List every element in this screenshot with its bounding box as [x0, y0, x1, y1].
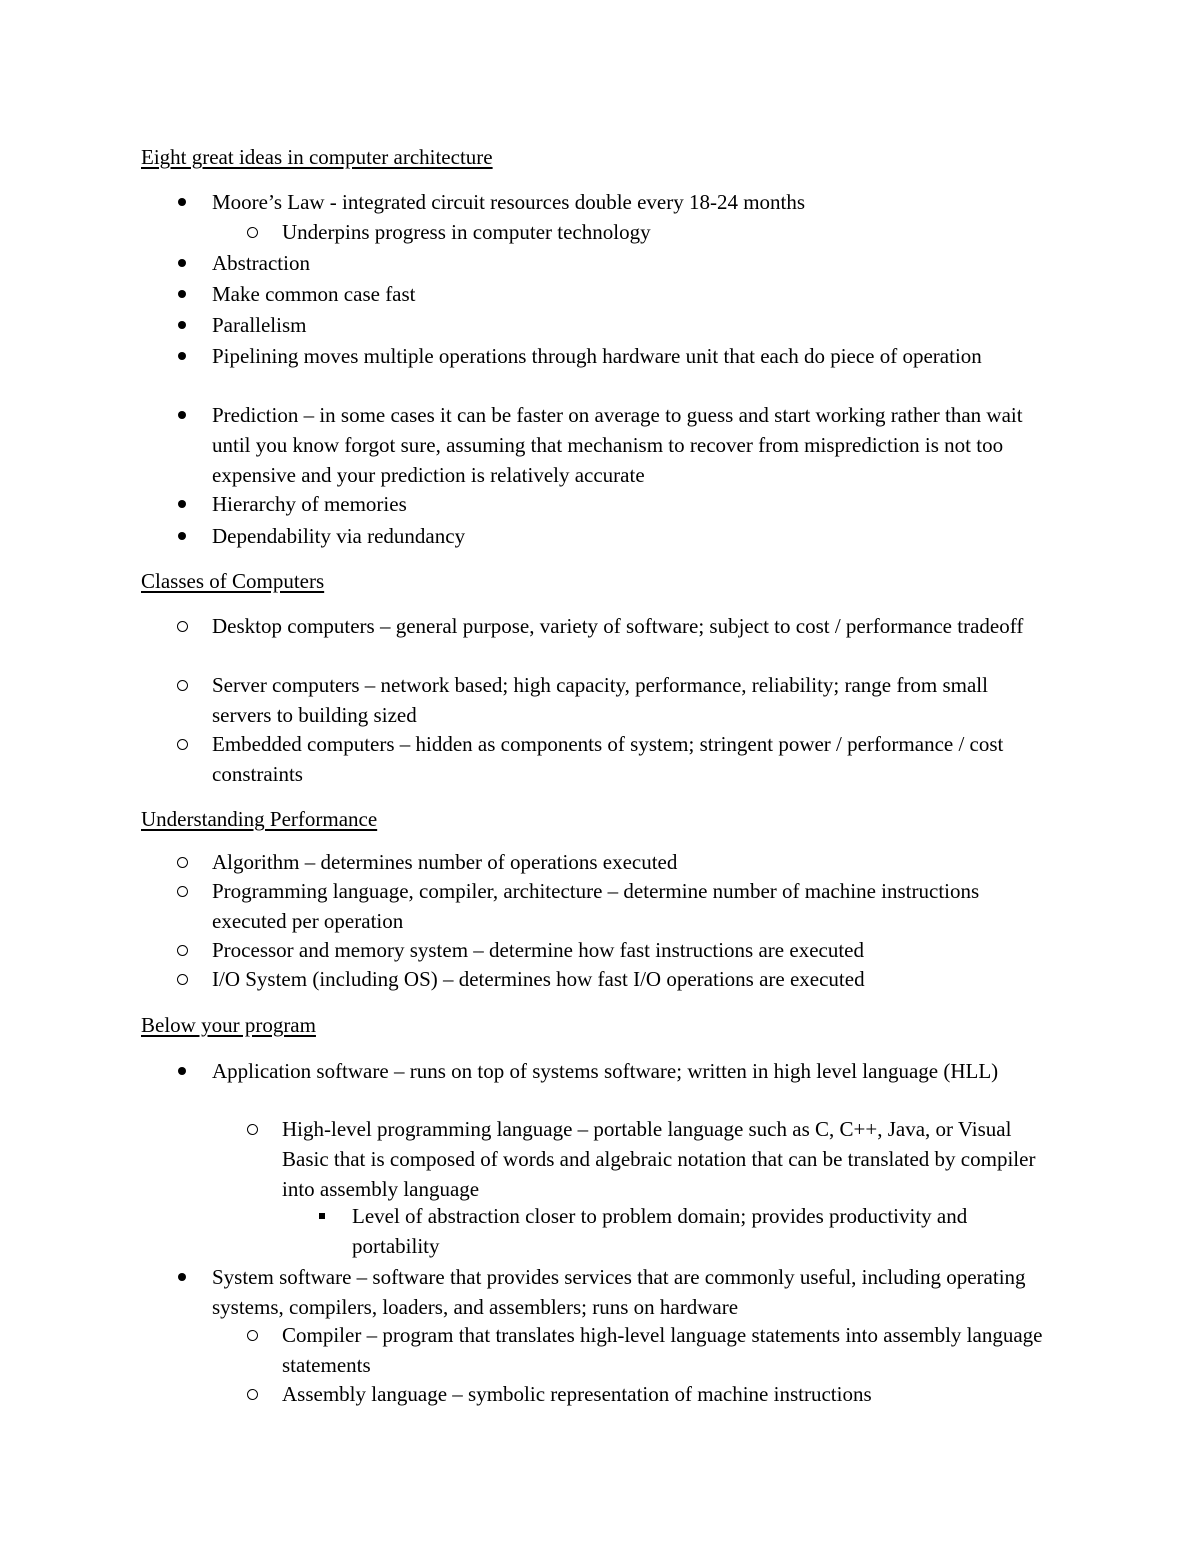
bullet-disc-icon [171, 310, 193, 340]
bullet-disc-icon [171, 341, 193, 371]
list-item-prediction: Prediction – in some cases it can be faster on average to guess and start working rather than wait until you know forgot sure, assuming that mechanism to recover from misprediction is not too expensive and your prediction is relatively accurate [212, 400, 1042, 490]
list-item-level-of-abstraction: Level of abstraction closer to problem domain; provides productivity and portability [352, 1201, 1057, 1261]
bullet-disc-icon [171, 187, 193, 217]
bullet-circle-icon [171, 611, 193, 641]
list-item-embedded-computers: Embedded computers – hidden as components of system; stringent power / performance / cost constraints [212, 729, 1072, 789]
list-item-processor-memory: Processor and memory system – determine how fast instructions are executed [212, 935, 1062, 965]
list-item-desktop-computers: Desktop computers – general purpose, variety of software; subject to cost / performance tradeoff [212, 611, 1057, 641]
list-item-system-software: System software – software that provides services that are commonly useful, including operating systems, compilers, loaders, and assemblers; runs on hardware [212, 1262, 1042, 1322]
bullet-disc-icon [171, 400, 193, 430]
list-item-algorithm: Algorithm – determines number of operations executed [212, 847, 1062, 877]
bullet-circle-icon [241, 1114, 263, 1144]
bullet-circle-icon [241, 1379, 263, 1409]
list-item-dependability: Dependability via redundancy [212, 521, 1062, 551]
list-item-application-software: Application software – runs on top of systems software; written in high level language (HLL) [212, 1056, 1042, 1086]
section-title-classes-of-computers: Classes of Computers [141, 569, 325, 593]
bullet-circle-icon [171, 847, 193, 877]
bullet-disc-icon [171, 521, 193, 551]
list-item-server-computers: Server computers – network based; high capacity, performance, reliability; range from small servers to building sized [212, 670, 1042, 730]
list-item-assembly-language: Assembly language – symbolic representation of machine instructions [282, 1379, 1062, 1409]
list-item-underpins-progress: Underpins progress in computer technology [282, 217, 1062, 247]
list-item-compiler: Compiler – program that translates high-level language statements into assembly language statements [282, 1320, 1052, 1380]
bullet-disc-icon [171, 248, 193, 278]
list-item-io-system: I/O System (including OS) – determines how fast I/O operations are executed [212, 964, 1062, 994]
list-item-moores-law: Moore’s Law - integrated circuit resources double every 18-24 months [212, 187, 1062, 217]
bullet-circle-icon [171, 729, 193, 759]
bullet-square-icon [311, 1201, 333, 1231]
bullet-disc-icon [171, 489, 193, 519]
list-item-programming-language: Programming language, compiler, architecture – determine number of machine instructions executed per operation [212, 876, 982, 936]
list-item-hierarchy-of-memories: Hierarchy of memories [212, 489, 1062, 519]
list-item-pipelining: Pipelining moves multiple operations through hardware unit that each do piece of operation [212, 341, 1002, 371]
bullet-circle-icon [241, 217, 263, 247]
bullet-disc-icon [171, 1262, 193, 1292]
list-item-abstraction: Abstraction [212, 248, 1062, 278]
list-item-common-case-fast: Make common case fast [212, 279, 1062, 309]
list-item-parallelism: Parallelism [212, 310, 1062, 340]
bullet-circle-icon [171, 670, 193, 700]
bullet-circle-icon [171, 964, 193, 994]
bullet-disc-icon [171, 1056, 193, 1086]
bullet-circle-icon [171, 876, 193, 906]
section-title-eight-great-ideas: Eight great ideas in computer architecture [141, 145, 493, 169]
list-item-high-level-language: High-level programming language – portable language such as C, C++, Java, or Visual Basic that is composed of words and algebraic notation that can be translated by compiler into assembly language [282, 1114, 1052, 1204]
bullet-circle-icon [171, 935, 193, 965]
section-title-understanding-performance: Understanding Performance [141, 807, 378, 831]
section-title-below-your-program: Below your program [141, 1013, 316, 1037]
bullet-disc-icon [171, 279, 193, 309]
bullet-circle-icon [241, 1320, 263, 1350]
